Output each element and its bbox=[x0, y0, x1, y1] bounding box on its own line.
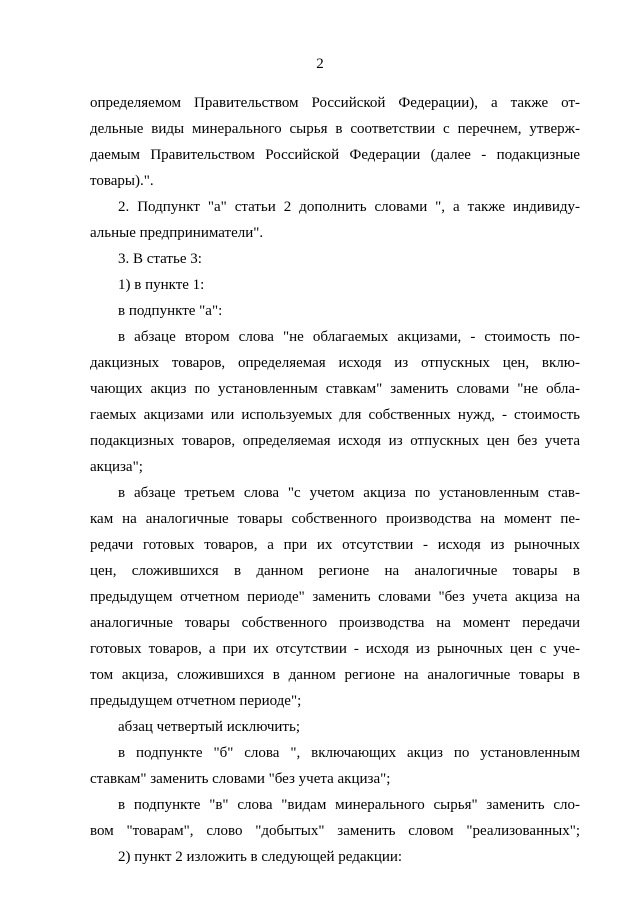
text-line: в подпункте "в" слова "видам минерального сырья" заменить сло- bbox=[118, 797, 580, 813]
text-line: альные предприниматели". bbox=[90, 225, 264, 241]
text-line: чающих акциз по установленным ставкам" заменить словами "не обла- bbox=[90, 381, 580, 397]
text-line: редачи готовых товаров, а при их отсутствии - исходя из рыночных bbox=[90, 537, 580, 553]
text-line: определяемом Правительством Российской Федерации), а также от- bbox=[90, 95, 580, 111]
text-line: в абзаце третьем слова "с учетом акциза по установленным став- bbox=[118, 485, 580, 501]
page-number: 2 bbox=[316, 56, 324, 72]
text-line: предыдущем отчетном периоде" заменить словами "без учета акциза на bbox=[90, 589, 580, 605]
text-line: 2) пункт 2 изложить в следующей редакции: bbox=[118, 849, 403, 865]
text-line: гаемых акцизами или используемых для собственных нужд, - стоимость bbox=[90, 407, 580, 423]
text-line: даемым Правительством Российской Федерации (далее - подакцизные bbox=[90, 147, 580, 163]
text-line: подакцизных товаров, определяемая исходя из отпускных цен без учета bbox=[90, 433, 580, 449]
text-line: 3. В статье 3: bbox=[118, 251, 202, 267]
text-line: дакцизных товаров, определяемая исходя из отпускных цен, вклю- bbox=[90, 355, 580, 371]
text-line: 1) в пункте 1: bbox=[118, 277, 205, 293]
text-line: аналогичные товары собственного производства на момент передачи bbox=[90, 615, 580, 631]
text-line: товары).". bbox=[90, 173, 154, 189]
text-line: 2. Подпункт "а" статьи 2 дополнить словами ", а также индивиду- bbox=[118, 199, 580, 215]
text-line: дельные виды минерального сырья в соответствии с перечнем, утверж- bbox=[90, 121, 580, 137]
text-line: акциза"; bbox=[90, 459, 143, 475]
text-line: в абзаце втором слова "не облагаемых акцизами, - стоимость по- bbox=[118, 329, 580, 345]
text-line: предыдущем отчетном периоде"; bbox=[90, 693, 302, 709]
text-line: том акциза, сложившихся в данном регионе на аналогичные товары в bbox=[90, 667, 580, 683]
text-line: абзац четвертый исключить; bbox=[118, 719, 300, 735]
text-line: цен, сложившихся в данном регионе на аналогичные товары в bbox=[90, 563, 580, 579]
text-line: в подпункте "б" слова ", включающих акциз по установленным bbox=[118, 745, 580, 761]
text-line: кам на аналогичные товары собственного производства на момент пе- bbox=[90, 511, 580, 527]
text-line: ставкам" заменить словами "без учета акциза"; bbox=[90, 771, 391, 787]
text-line: готовых товаров, а при их отсутствии - исходя из рыночных цен с уче- bbox=[90, 641, 580, 657]
text-line: в подпункте "а": bbox=[118, 303, 223, 319]
text-line: вом "товарам", слово "добытых" заменить словом "реализованных"; bbox=[90, 823, 580, 839]
